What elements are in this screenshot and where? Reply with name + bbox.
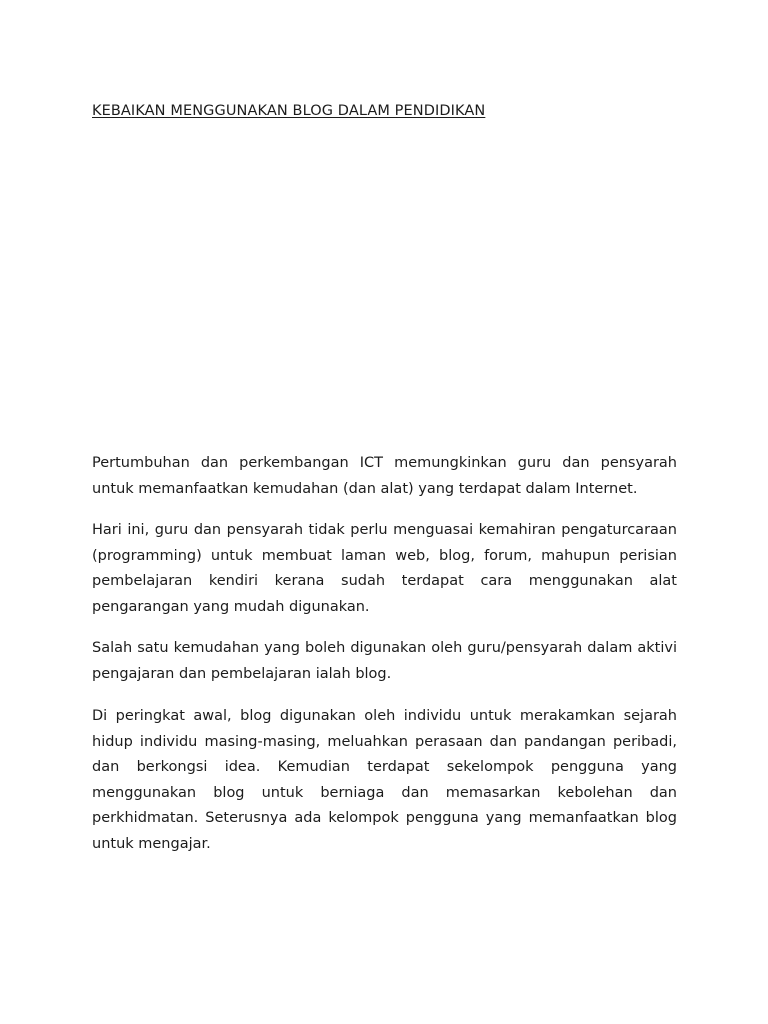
paragraph-blog-facility: Salah satu kemudahan yang boleh digunakan oleh guru/pensyarah dalam aktivi pengajaran dan pembelajaran ialah blog. (92, 640, 677, 682)
document-body (92, 451, 677, 873)
paragraph-no-programming: Hari ini, guru dan pensyarah tidak perlu menguasai kemahiran pengaturcaraan (programming) untuk membuat laman web, blog, forum, mahupun perisian pembelajaran kendiri kerana sudah terdapat cara menggunakan alat pengarangan yang mudah digunakan. (92, 522, 677, 615)
document-title: KEBAIKAN MENGGUNAKAN BLOG DALAM PENDIDIKAN (92, 103, 486, 119)
paragraph-ict-growth: Pertumbuhan dan perkembangan ICT memungkinkan guru dan pensyarah untuk memanfaatkan kemudahan (dan alat) yang terdapat dalam Internet. (92, 455, 677, 497)
paragraph-blog-history: Di peringkat awal, blog digunakan oleh individu untuk merakamkan sejarah hidup individu masing-masing, meluahkan perasaan dan pandangan peribadi, dan berkongsi idea. Kemudian terdapat sekelompok pengguna yang menggunakan blog untuk berniaga dan memasarkan kebolehan dan perkhidmatan. Seterusnya ada kelompok pengguna yang memanfaatkan blog untuk mengajar. (92, 708, 677, 852)
